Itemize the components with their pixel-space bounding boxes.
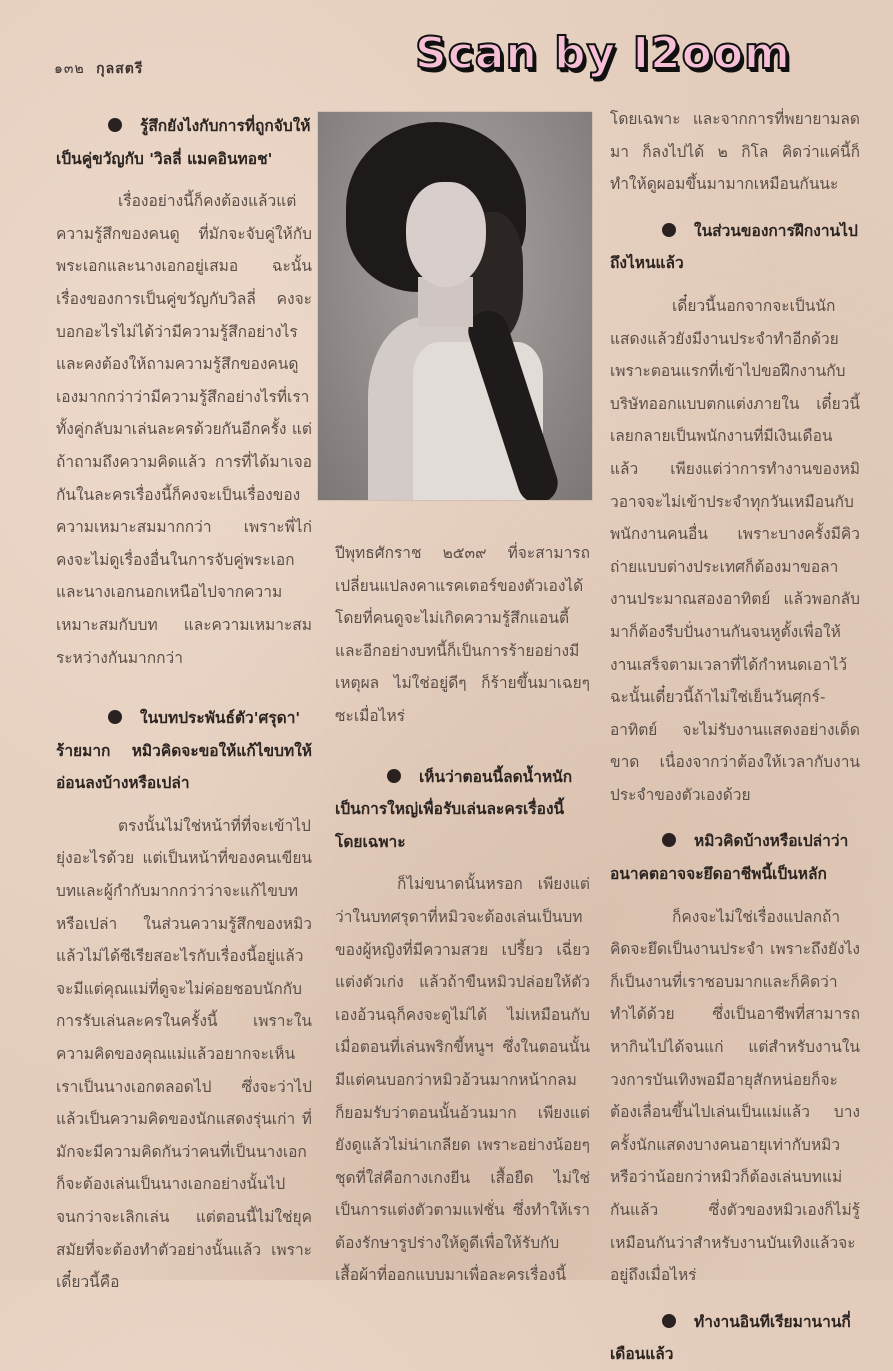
question-heading: รู้สึกยังไงกับการที่ถูกจับให้เป็นคู่ขวัญกับ 'วิลลี่ แมคอินทอช'	[56, 117, 311, 168]
publication-name: กุลสตรี	[96, 61, 144, 77]
answer-paragraph-continued: ปีพุทธศักราช ๒๕๓๙ ที่จะสามารถเปลี่ยนแปลงคาแรคเตอร์ของตัวเองได้โดยที่คนดูจะไม่เกิดความรู้สึกแอนตี้ และอีกอย่างบทนี้ก็เป็นการร้ายอย่างมีเหตุผล ไม่ใช่อยู่ดีๆ ก็ร้ายขึ้นมาเฉยๆ ซะเมื่อไหร่	[335, 544, 590, 725]
portrait-photo	[318, 112, 592, 500]
page-header	[54, 58, 143, 80]
question-heading: เห็นว่าตอนนี้ลดน้ำหนักเป็นการใหญ่เพื่อรับเล่นละครเรื่องนี้โดยเฉพาะ	[335, 767, 573, 851]
column-middle	[335, 537, 590, 1292]
answer-paragraph: ตรงนั้นไม่ใช่หน้าที่ที่จะเข้าไปยุ่งอะไรด้วย แต่เป็นหน้าที่ของคนเขียนบทและผู้กำกับมากกว่าว่าจะแก้ไขบทหรือเปล่า ในส่วนความรู้สึกของหมิวแล้วไม่ได้ซีเรียสอะไรกับเรื่องนี้อยู่แล้ว จะมีแต่คุณแม่ที่ดูจะไม่ค่อยชอบนักกับการรับเล่นละครในครั้งนี้ เพราะในความคิดของคุณแม่แล้วอยากจะเห็นเราเป็นนางเอกตลอดไป ซึ่งจะว่าไปแล้วเป็นความคิดของนักแสดงรุ่นเก่า ที่มักจะมีความคิดกันว่าคนที่เป็นนางเอกก็จะต้องเล่นเป็นนางเอกอย่างนั้นไปจนกว่าจะเลิกเล่น แต่ตอนนี้ไม่ใช่ยุคสมัยที่จะต้องทำตัวอย่างนั้นแล้ว เพราะเดี๋ยวนี้คือ	[56, 816, 312, 1292]
bullet-icon	[662, 223, 676, 237]
answer-paragraph: ก็คงจะไม่ใช่เรื่องแปลกถ้าคิดจะยึดเป็นงานประจำ เพราะถึงยังไงก็เป็นงานที่เราชอบมากและก็คิดว่าทำได้ด้วย ซึ่งเป็นอาชีพที่สามารถหากินไปได้จนแก่ แต่สำหรับงานในวงการบันเทิงพอมีอายุสักหน่อยก็จะต้องเลื่อนขึ้นไปเล่นเป็นแม่แล้ว บางครั้งนักแสดงบางคนอายุเท่ากับหมิวหรือว่าน้อยกว่าหมิวก็ต้องเล่นบทแม่กันแล้ว ซึ่งตัวของหมิวเองก็ไม่รู้เหมือนกันว่าสำหรับงานบันเทิงแล้วจะอยู่ถึงเมื่อไหร่	[610, 907, 860, 1285]
answer-paragraph: เดี๋ยวนี้นอกจากจะเป็นนักแสดงแล้วยังมีงานประจำทำอีกด้วย เพราะตอนแรกที่เข้าไปขอฝึกงานกับบริษัทออกแบบตกแต่งภายใน เดี๋ยวนี้เลยกลายเป็นพนักงานที่มีเงินเดือนแล้ว เพียงแต่ว่าการทำงานของหมิวอาจจะไม่เข้าประจำทุกวันเหมือนกับพนักงานคนอื่น เพราะบางครั้งมีคิวถ่ายแบบต่างประเทศก็ต้องมาขอลางานประมาณสองอาทิตย์ แล้วพอกลับมาก็ต้องรีบปั่นงานกันจนหูตั้งเพื่อให้งานเสร็จตามเวลาที่ได้กำหนดเอาไว้ ฉะนั้นเดี๋ยวนี้ถ้าไม่ใช่เย็นวันศุกร์-อาทิตย์ จะไม่รับงานแสดงอย่างเด็ดขาด เนื่องจากว่าต้องให้เวลากับงานประจำของตัวเองด้วย	[610, 296, 860, 804]
answer-paragraph: ก็ไม่ขนาดนั้นหรอก เพียงแต่ว่าในบทศรุดาที่หมิวจะต้องเล่นเป็นบทของผู้หญิงที่มีความสวย เปรี้ยว เฉี่ยว แต่งตัวเก่ง แล้วถ้าขืนหมิวปล่อยให้ตัวเองอ้วนฉุก็คงจะดูไม่ได้ ไม่เหมือนกับเมื่อตอนที่เล่นพริกขี้หนูฯ ซึ่งในตอนนั้นมีแต่คนบอกว่าหมิวอ้วนมากหน้ากลม ก็ยอมรับว่าตอนนั้นอ้วนมาก เพียงแต่ยังดูแล้วไม่น่าเกลียด เพราะอย่างน้อยๆ ชุดที่ใส่คือกางเกงยีน เสื้อยืด ไม่ใช่เป็นการแต่งตัวตามแฟชั่น ซึ่งทำให้เราต้องรักษารูปร่างให้ดูดีเพื่อให้รับกับเสื้อผ้าที่ออกแบบมาเพื่อละครเรื่องนี้	[335, 875, 590, 1285]
photo-face-shape	[406, 182, 486, 287]
bullet-icon	[387, 769, 401, 783]
question-heading: หมิวคิดบ้างหรือเปล่าว่าอนาคตอาจจะยึดอาชีพนี้เป็นหลัก	[610, 832, 849, 884]
column-right	[610, 103, 860, 1371]
column-left	[56, 110, 312, 1299]
answer-paragraph-continued: โดยเฉพาะ และจากการที่พยายามลดมา ก็ลงไปได้ ๒ กิโล คิดว่าแค่นี้ก็ทำให้ดูผอมขึ้นมามากเหมือนกันนะ	[610, 110, 860, 194]
question-heading: ในบทประพันธ์ตัว'ศรุดา' ร้ายมาก หมิวคิดจะขอให้แก้ไขบทให้อ่อนลงบ้างหรือเปล่า	[56, 709, 312, 793]
page-number: ๑๓๒	[54, 61, 85, 77]
bullet-icon	[662, 1314, 676, 1328]
scan-watermark: Scan by I2oom	[415, 28, 791, 79]
bullet-icon	[108, 710, 122, 724]
question-heading: ในส่วนของการฝึกงานไปถึงไหนแล้ว	[610, 221, 858, 273]
answer-paragraph: เรื่องอย่างนี้ก็คงต้องแล้วแต่ความรู้สึกของคนดู ที่มักจะจับคู่ให้กับพระเอกและนางเอกอยู่เสมอ ฉะนั้นเรื่องของการเป็นคู่ขวัญกับวิลลี่ คงจะบอกอะไรไม่ได้ว่ามีความรู้สึกอย่างไร และคงต้องให้ถามความรู้สึกของคนดูเองมากกว่าว่ามีความรู้สึกอย่างไรที่เราทั้งคู่กลับมาเล่นละครด้วยกันอีกครั้ง แต่ถ้าถามถึงความคิดแล้ว การที่ได้มาเจอกันในละครเรื่องนี้ก็คงจะเป็นเรื่องของความเหมาะสมมากกว่า เพราะพี่ไก่คงจะไม่ดูเรื่องอื่นในการจับคู่พระเอกและนางเอกนอกเหนือไปจากความเหมาะสมกับบท และความเหมาะสมระหว่างกันมากกว่า	[56, 192, 312, 667]
bullet-icon	[662, 833, 676, 847]
bullet-icon	[108, 118, 122, 132]
question-heading: ทำงานอินทีเรียมานานกี่เดือนแล้ว	[610, 1312, 851, 1364]
